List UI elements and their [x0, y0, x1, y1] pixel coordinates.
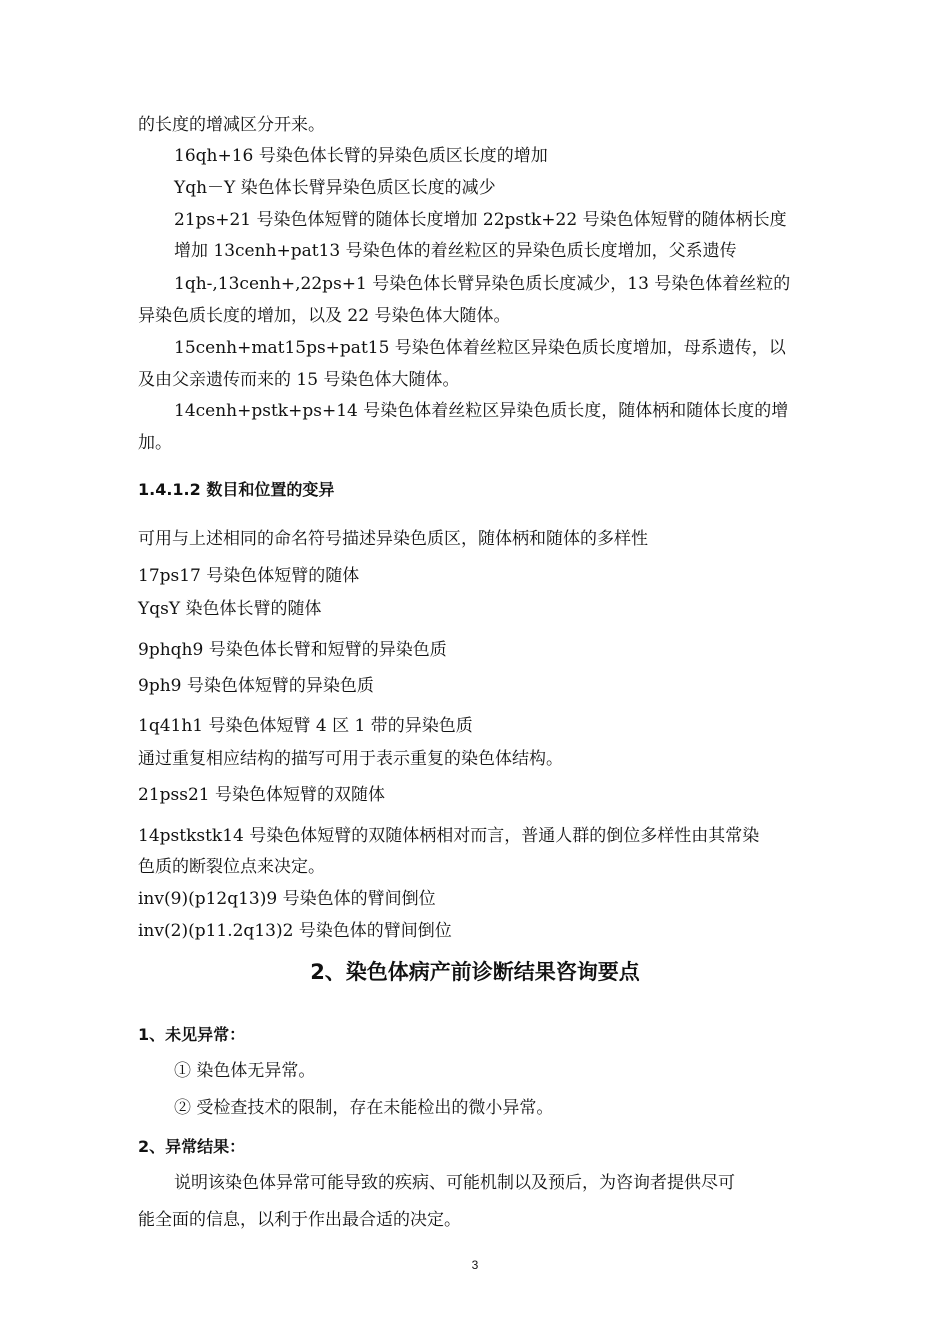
body-line: 14cenh+pstk+ps+14 号染色体着丝粒区异染色质长度，随体柄和随体长度的增: [174, 401, 789, 421]
body-line: 可用与上述相同的命名符号描述异染色质区，随体柄和随体的多样性: [138, 529, 648, 549]
body-line: 加。: [138, 433, 172, 453]
body-line: 21ps+21 号染色体短臂的随体长度增加 22pstk+22 号染色体短臂的随体柄长度: [174, 210, 787, 230]
body-line: 色质的断裂位点来决定。: [138, 857, 325, 877]
body-line: 1q41h1 号染色体短臂 4 区 1 带的异染色质: [138, 716, 473, 736]
body-line: inv(9)(p12q13)9 号染色体的臂间倒位: [138, 889, 436, 909]
body-line: 21pss21 号染色体短臂的双随体: [138, 785, 385, 805]
section-heading: 1.4.1.2 数目和位置的变异: [138, 480, 335, 499]
list-item: ① 染色体无异常。: [174, 1061, 316, 1081]
body-line: 16qh+16 号染色体长臂的异染色质区长度的增加: [174, 146, 548, 166]
body-line: 9phqh9 号染色体长臂和短臂的异染色质: [138, 640, 447, 660]
body-line: 说明该染色体异常可能导致的疾病、可能机制以及预后，为咨询者提供尽可: [174, 1173, 735, 1193]
body-line: YqsY 染色体长臂的随体: [138, 599, 322, 619]
body-line: 17ps17 号染色体短臂的随体: [138, 566, 360, 586]
body-line: Yqh－Y 染色体长臂异染色质区长度的减少: [174, 178, 496, 198]
chapter-heading: 2、染色体病产前诊断结果咨询要点: [310, 960, 640, 984]
body-line: inv(2)(p11.2q13)2 号染色体的臂间倒位: [138, 921, 452, 941]
body-line: 15cenh+mat15ps+pat15 号染色体着丝粒区异染色质长度增加，母系遗传，以: [174, 338, 786, 358]
list-item: ② 受检查技术的限制，存在未能检出的微小异常。: [174, 1098, 554, 1118]
body-line: 增加 13cenh+pat13 号染色体的着丝粒区的异染色质长度增加，父系遗传: [174, 241, 737, 261]
body-line: 14pstkstk14 号染色体短臂的双随体柄相对而言，普通人群的倒位多样性由其常染: [138, 826, 760, 846]
body-line: 及由父亲遗传而来的 15 号染色体大随体。: [138, 370, 460, 390]
sub-heading: 1、未见异常：: [138, 1025, 246, 1044]
body-line: 9ph9 号染色体短臂的异染色质: [138, 676, 374, 696]
body-line: 1qh-,13cenh+,22ps+1 号染色体长臂异染色质长度减少，13 号染色体着丝粒的: [174, 274, 791, 294]
sub-heading: 2、异常结果：: [138, 1137, 246, 1156]
body-line: 能全面的信息，以利于作出最合适的决定。: [138, 1210, 461, 1230]
page-number: 3: [471, 1258, 479, 1272]
body-line: 通过重复相应结构的描写可用于表示重复的染色体结构。: [138, 749, 563, 769]
body-line: 异染色质长度的增加，以及 22 号染色体大随体。: [138, 306, 511, 326]
body-line: 的长度的增减区分开来。: [138, 115, 325, 135]
